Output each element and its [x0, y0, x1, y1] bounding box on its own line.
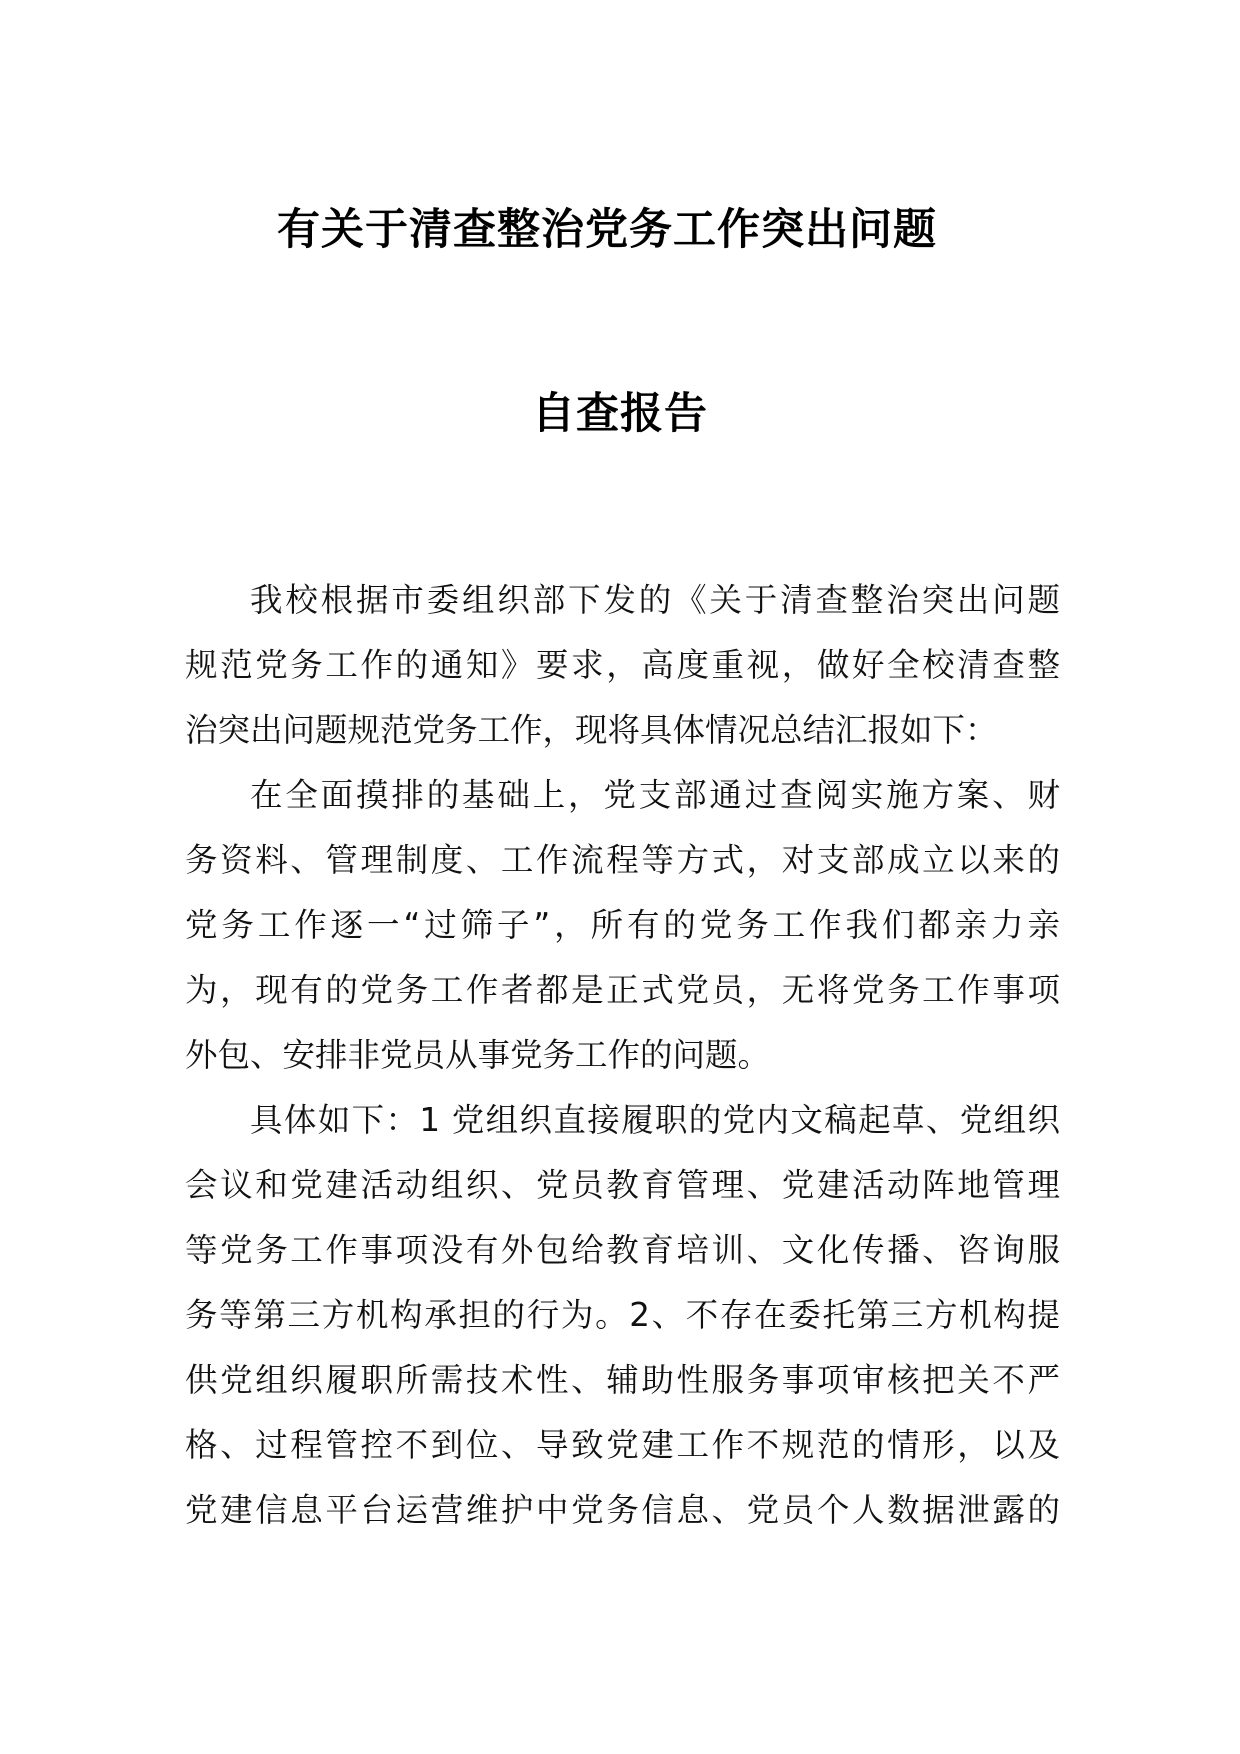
paragraph-2-line-5: 外包、安排非党员从事党务工作的问题。	[185, 1036, 771, 1074]
paragraph-3	[185, 1088, 1060, 1543]
paragraph-2-line-2: 务资料、管理制度、工作流程等方式，对支部成立以来的	[185, 841, 1060, 879]
paragraph-3-line-6: 格、过程管控不到位、导致党建工作不规范的情形，以及	[185, 1426, 1060, 1464]
paragraph-2-line-3: 党务工作逐一“过筛子”，所有的党务工作我们都亲力亲	[185, 906, 1060, 944]
paragraph-3-line-1: 具体如下：1 党组织直接履职的党内文稿起草、党组织	[250, 1101, 1060, 1139]
paragraph-1-line-2: 规范党务工作的通知》要求，高度重视，做好全校清查整	[185, 646, 1060, 684]
paragraph-2	[185, 763, 1060, 1088]
document-body	[185, 568, 1060, 1543]
paragraph-1-line-1: 我校根据市委组织部下发的《关于清查整治突出问题	[250, 581, 1060, 619]
paragraph-3-line-7: 党建信息平台运营维护中党务信息、党员个人数据泄露的	[185, 1491, 1060, 1529]
paragraph-1	[185, 568, 1060, 763]
document-title-line-2: 自查报告	[532, 389, 708, 439]
paragraph-3-line-2: 会议和党建活动组织、党员教育管理、党建活动阵地管理	[185, 1166, 1060, 1204]
paragraph-2-line-4: 为，现有的党务工作者都是正式党员，无将党务工作事项	[185, 971, 1060, 1009]
paragraph-3-line-3: 等党务工作事项没有外包给教育培训、文化传播、咨询服	[185, 1231, 1060, 1269]
paragraph-2-line-1: 在全面摸排的基础上，党支部通过查阅实施方案、财	[250, 776, 1060, 814]
paragraph-1-line-3: 治突出问题规范党务工作，现将具体情况总结汇报如下：	[185, 711, 998, 749]
document-title-line-1: 有关于清查整治党务工作突出问题	[277, 205, 937, 255]
paragraph-3-line-5: 供党组织履职所需技术性、辅助性服务事项审核把关不严	[185, 1361, 1060, 1399]
paragraph-3-line-4: 务等第三方机构承担的行为。2、不存在委托第三方机构提	[185, 1296, 1060, 1334]
